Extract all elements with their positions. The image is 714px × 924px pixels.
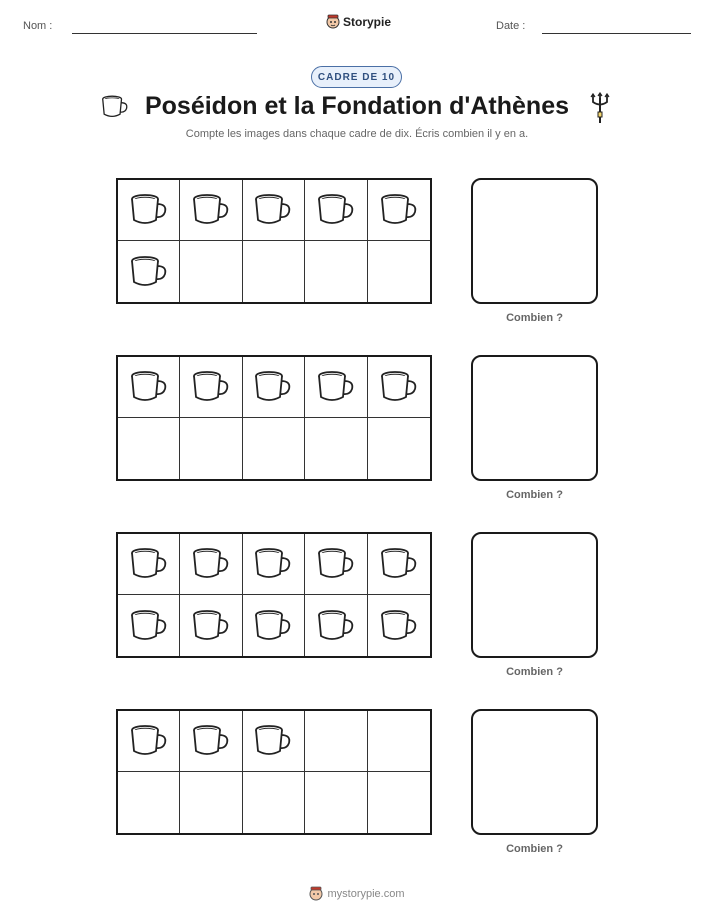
- frame-cell: [368, 241, 430, 302]
- frame-cell: [305, 357, 367, 418]
- frame-cell: [118, 357, 180, 418]
- frame-cell: [243, 241, 305, 302]
- storypie-logo-icon: [326, 14, 340, 30]
- frame-cell: [180, 418, 242, 479]
- frame-cell: [180, 595, 242, 656]
- mug-icon: [129, 192, 169, 228]
- frame-cell: [243, 711, 305, 772]
- frame-cell: [118, 711, 180, 772]
- frame-cell: [305, 418, 367, 479]
- footer: [0, 886, 714, 902]
- mug-icon: [129, 546, 169, 582]
- storypie-logo-icon: [309, 886, 323, 902]
- mug-icon: [129, 254, 169, 290]
- mug-icon: [316, 192, 356, 228]
- frame-cell: [368, 711, 430, 772]
- brand-name: Storypie: [343, 15, 392, 29]
- date-label: Date :: [496, 20, 526, 32]
- frame-cell: [305, 241, 367, 302]
- mug-icon: [316, 608, 356, 644]
- frame-cell: [118, 772, 180, 833]
- frame-cell: [118, 241, 180, 302]
- frame-cell: [180, 180, 242, 241]
- trident-icon: [590, 92, 610, 129]
- frame-cell: [180, 772, 242, 833]
- ten-frame-4: [116, 709, 432, 835]
- mug-icon: [253, 723, 293, 759]
- mug-icon: [129, 369, 169, 405]
- mug-icon: [253, 546, 293, 582]
- page-title: Poséidon et la Fondation d'Athènes: [144, 92, 570, 120]
- frame-cell: [243, 357, 305, 418]
- frame-cell: [243, 418, 305, 479]
- frame-cell: [305, 772, 367, 833]
- ten-frame-2: [116, 355, 432, 481]
- ten-frame-3: [116, 532, 432, 658]
- frame-cell: [305, 595, 367, 656]
- answer-box-3[interactable]: [471, 532, 598, 658]
- frame-cell: [368, 180, 430, 241]
- answer-label-2: Combien ?: [506, 489, 563, 501]
- frame-cell: [305, 534, 367, 595]
- mug-icon: [379, 369, 419, 405]
- mug-icon: [379, 608, 419, 644]
- mug-icon: [191, 192, 231, 228]
- frame-cell: [305, 711, 367, 772]
- answer-label-1: Combien ?: [506, 312, 563, 324]
- frame-cell: [368, 772, 430, 833]
- worksheet-type-badge: CADRE DE 10: [311, 66, 402, 88]
- frame-cell: [243, 595, 305, 656]
- frame-cell: [118, 534, 180, 595]
- frame-cell: [180, 534, 242, 595]
- mug-icon: [253, 192, 293, 228]
- mug-icon: [191, 723, 231, 759]
- frame-cell: [243, 180, 305, 241]
- frame-cell: [118, 595, 180, 656]
- mug-icon: [129, 608, 169, 644]
- mug-icon: [100, 94, 130, 125]
- name-line[interactable]: [72, 33, 257, 34]
- frame-cell: [243, 772, 305, 833]
- mug-icon: [253, 369, 293, 405]
- answer-box-4[interactable]: [471, 709, 598, 835]
- frame-cell: [180, 711, 242, 772]
- frame-cell: [180, 357, 242, 418]
- mug-icon: [191, 546, 231, 582]
- mug-icon: [379, 192, 419, 228]
- frame-cell: [180, 241, 242, 302]
- ten-frame-1: [116, 178, 432, 304]
- answer-label-4: Combien ?: [506, 843, 563, 855]
- frame-cell: [368, 595, 430, 656]
- footer-url[interactable]: mystorypie.com: [327, 888, 405, 900]
- date-line[interactable]: [542, 33, 691, 34]
- mug-icon: [253, 608, 293, 644]
- mug-icon: [316, 546, 356, 582]
- brand: [326, 14, 391, 30]
- name-label: Nom :: [23, 20, 53, 32]
- mug-icon: [191, 369, 231, 405]
- answer-box-1[interactable]: [471, 178, 598, 304]
- mug-icon: [379, 546, 419, 582]
- frame-cell: [368, 357, 430, 418]
- frame-cell: [118, 180, 180, 241]
- answer-box-2[interactable]: [471, 355, 598, 481]
- mug-icon: [129, 723, 169, 759]
- frame-cell: [368, 534, 430, 595]
- mug-icon: [191, 608, 231, 644]
- frame-cell: [305, 180, 367, 241]
- frame-cell: [368, 418, 430, 479]
- instructions: Compte les images dans chaque cadre de dix. Écris combien il y en a.: [185, 128, 529, 140]
- frame-cell: [243, 534, 305, 595]
- answer-label-3: Combien ?: [506, 666, 563, 678]
- frame-cell: [118, 418, 180, 479]
- mug-icon: [316, 369, 356, 405]
